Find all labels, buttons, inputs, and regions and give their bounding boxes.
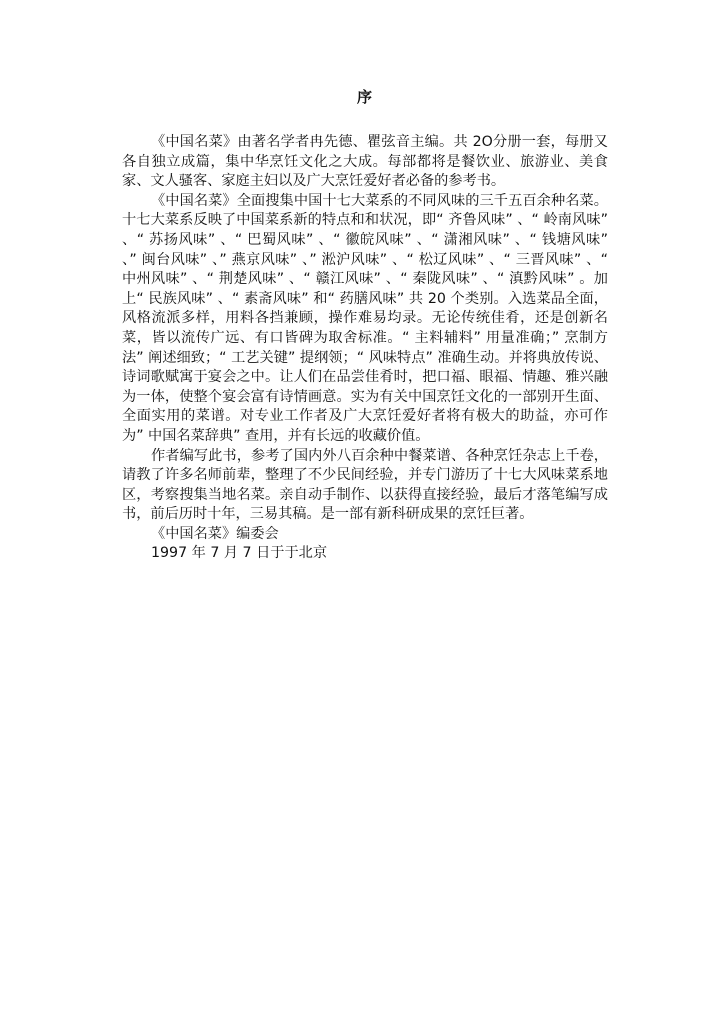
preface-paragraph-3: 作者编写此书，参考了国内外八百余种中餐菜谱、各种烹饪杂志上千卷，请教了许多名师前辈，整理了不少民间经验，并专门游历了十七大风味菜系地区，考察搜集当地名菜。亲自动手制作、以获得直接经验，最后才落笔编写成书，前后历时十年，三易其稿。是一部有新科研成果的烹饪巨著。	[122, 447, 608, 523]
document-title: 序	[356, 88, 373, 106]
preface-paragraph-2: 《中国名菜》全面搜集中国十七大菜系的不同风味的三千五百余种名菜。十七大菜系反映了中国菜系新的特点和和状况，即“ 齐鲁风味” 、“ 岭南风味” 、“ 苏扬风味” 、“ 巴蜀风味” 、“ 徽皖风味” 、“ 潇湘风味” 、“ 钱塘风味” 、” 闽台风味” 、” 燕京风味” 、” 淞沪风味” 、“ 松辽风味” 、“ 三晋风味” 、“ 中州风味” 、“ 荆楚风味” 、“ 赣江风味” 、“ 秦陇风味” 、“ 滇黔风味” 。加上“ 民族风味” 、“ 素斋风味” 和“ 药膳风味” 共 20 个类别。入选菜品全面，风格流派多样，用料各挡兼顾，操作难易均录。无论传统佳肴，还是创新名菜，皆以流传广远、有口皆碑为取舍标准。“ 主料辅料” 用量准确；” 烹制方法” 阐述细致；“ 工艺关键” 提纲领；“ 风味特点” 准确生动。并将典放传说、诗词歌赋寓于宴会之中。让人们在品尝佳肴时，把口福、眼福、情趣、雅兴融为一体，使整个宴会富有诗情画意。实为有关中国烹饪文化的一部别开生面、全面实用的菜谱。对专业工作者及广大烹饪爱好者将有极大的助益，亦可作为” 中国名菜辞典” 查用，并有长远的收藏价值。	[122, 192, 608, 444]
signature-date: 1997 年 7 月 7 日于于北京	[151, 545, 328, 562]
signature: 《中国名菜》编委会	[151, 525, 279, 542]
document-page	[122, 86, 608, 564]
preface-paragraph-1: 《中国名菜》由著名学者冉先德、瞿弦音主编。共 2O分册一套，每册又各自独立成篇，集中华烹饪文化之大成。每部都将是餐饮业、旅游业、美食家、文人骚客、家庭主妇以及广大烹饪爱好者必备的参考书。	[122, 134, 608, 190]
